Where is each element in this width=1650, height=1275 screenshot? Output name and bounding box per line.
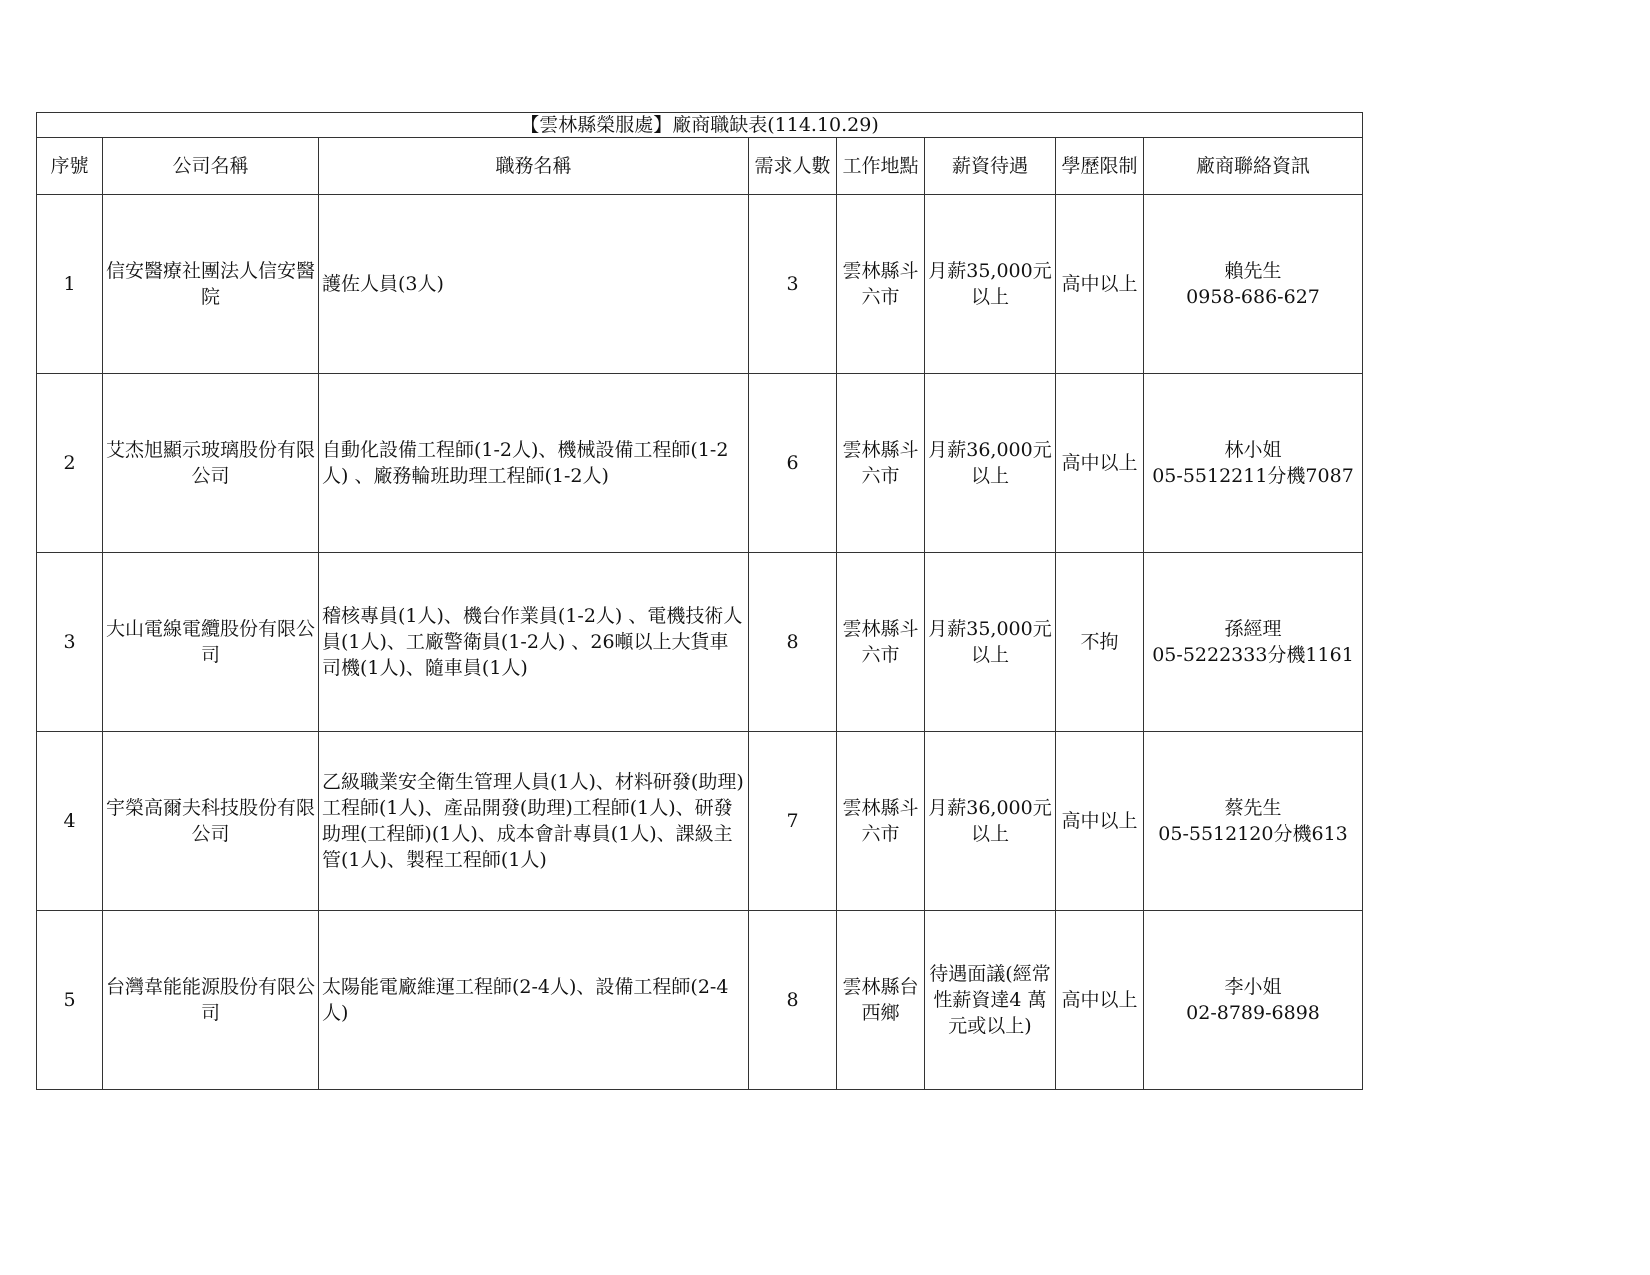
header-location: 工作地點 [837,138,925,195]
cell-location: 雲林縣斗六市 [837,553,925,732]
cell-contact [1144,732,1363,911]
cell-position: 乙級職業安全衛生管理人員(1人)、材料研發(助理)工程師(1人)、產品開發(助理)工程師(1人)、研發助理(工程師)(1人)、成本會計專員(1人)、課級主管(1人)、製程工程師(1人) [319,732,749,911]
header-position: 職務名稱 [319,138,749,195]
cell-education: 高中以上 [1056,195,1144,374]
header-seq: 序號 [37,138,103,195]
contact-name: 李小姐 [1224,976,1282,998]
contact-phone: 05-5512211分機7087 [1152,465,1354,487]
header-education: 學歷限制 [1056,138,1144,195]
cell-location: 雲林縣斗六市 [837,732,925,911]
cell-education: 高中以上 [1056,732,1144,911]
table-row [37,911,1363,1090]
cell-education: 高中以上 [1056,911,1144,1090]
table-title: 【雲林縣榮服處】廠商職缺表(114.10.29) [37,113,1363,138]
table-row [37,374,1363,553]
table-row [37,195,1363,374]
cell-salary: 待遇面議(經常性薪資達4 萬元或以上) [925,911,1056,1090]
header-contact: 廠商聯絡資訊 [1144,138,1363,195]
job-vacancy-sheet [36,112,1363,1090]
contact-name: 賴先生 [1224,260,1282,282]
cell-company: 艾杰旭顯示玻璃股份有限公司 [103,374,319,553]
cell-count: 8 [749,911,837,1090]
cell-education: 不拘 [1056,553,1144,732]
cell-salary: 月薪35,000元以上 [925,553,1056,732]
cell-position: 太陽能電廠維運工程師(2-4人)、設備工程師(2-4人) [319,911,749,1090]
cell-contact [1144,195,1363,374]
cell-seq: 3 [37,553,103,732]
cell-contact [1144,553,1363,732]
cell-company: 宇榮高爾夫科技股份有限公司 [103,732,319,911]
contact-name: 蔡先生 [1224,797,1282,819]
cell-seq: 4 [37,732,103,911]
cell-seq: 1 [37,195,103,374]
contact-phone: 0958-686-627 [1186,286,1320,308]
contact-phone: 05-5512120分機613 [1158,823,1348,845]
cell-count: 7 [749,732,837,911]
cell-contact [1144,374,1363,553]
contact-phone: 02-8789-6898 [1186,1002,1320,1024]
table-row [37,732,1363,911]
contact-name: 孫經理 [1224,618,1282,640]
header-count: 需求人數 [749,138,837,195]
cell-company: 大山電線電纜股份有限公司 [103,553,319,732]
contact-name: 林小姐 [1224,439,1282,461]
cell-contact [1144,911,1363,1090]
cell-salary: 月薪35,000元以上 [925,195,1056,374]
header-company: 公司名稱 [103,138,319,195]
job-vacancy-table [36,112,1363,1090]
table-row [37,553,1363,732]
cell-company: 信安醫療社團法人信安醫院 [103,195,319,374]
cell-count: 6 [749,374,837,553]
contact-phone: 05-5222333分機1161 [1152,644,1354,666]
cell-count: 3 [749,195,837,374]
cell-salary: 月薪36,000元以上 [925,374,1056,553]
cell-position: 稽核專員(1人)、機台作業員(1-2人) 、電機技術人員(1人)、工廠警衛員(1-2人) 、26噸以上大貨車司機(1人)、隨車員(1人) [319,553,749,732]
cell-seq: 2 [37,374,103,553]
cell-location: 雲林縣台西鄉 [837,911,925,1090]
cell-position: 自動化設備工程師(1-2人)、機械設備工程師(1-2人) 、廠務輪班助理工程師(1-2人) [319,374,749,553]
cell-company: 台灣韋能能源股份有限公司 [103,911,319,1090]
header-salary: 薪資待遇 [925,138,1056,195]
cell-seq: 5 [37,911,103,1090]
cell-location: 雲林縣斗六市 [837,374,925,553]
cell-position: 護佐人員(3人) [319,195,749,374]
cell-location: 雲林縣斗六市 [837,195,925,374]
table-title-row [37,113,1363,138]
table-header-row [37,138,1363,195]
cell-salary: 月薪36,000元以上 [925,732,1056,911]
cell-education: 高中以上 [1056,374,1144,553]
cell-count: 8 [749,553,837,732]
